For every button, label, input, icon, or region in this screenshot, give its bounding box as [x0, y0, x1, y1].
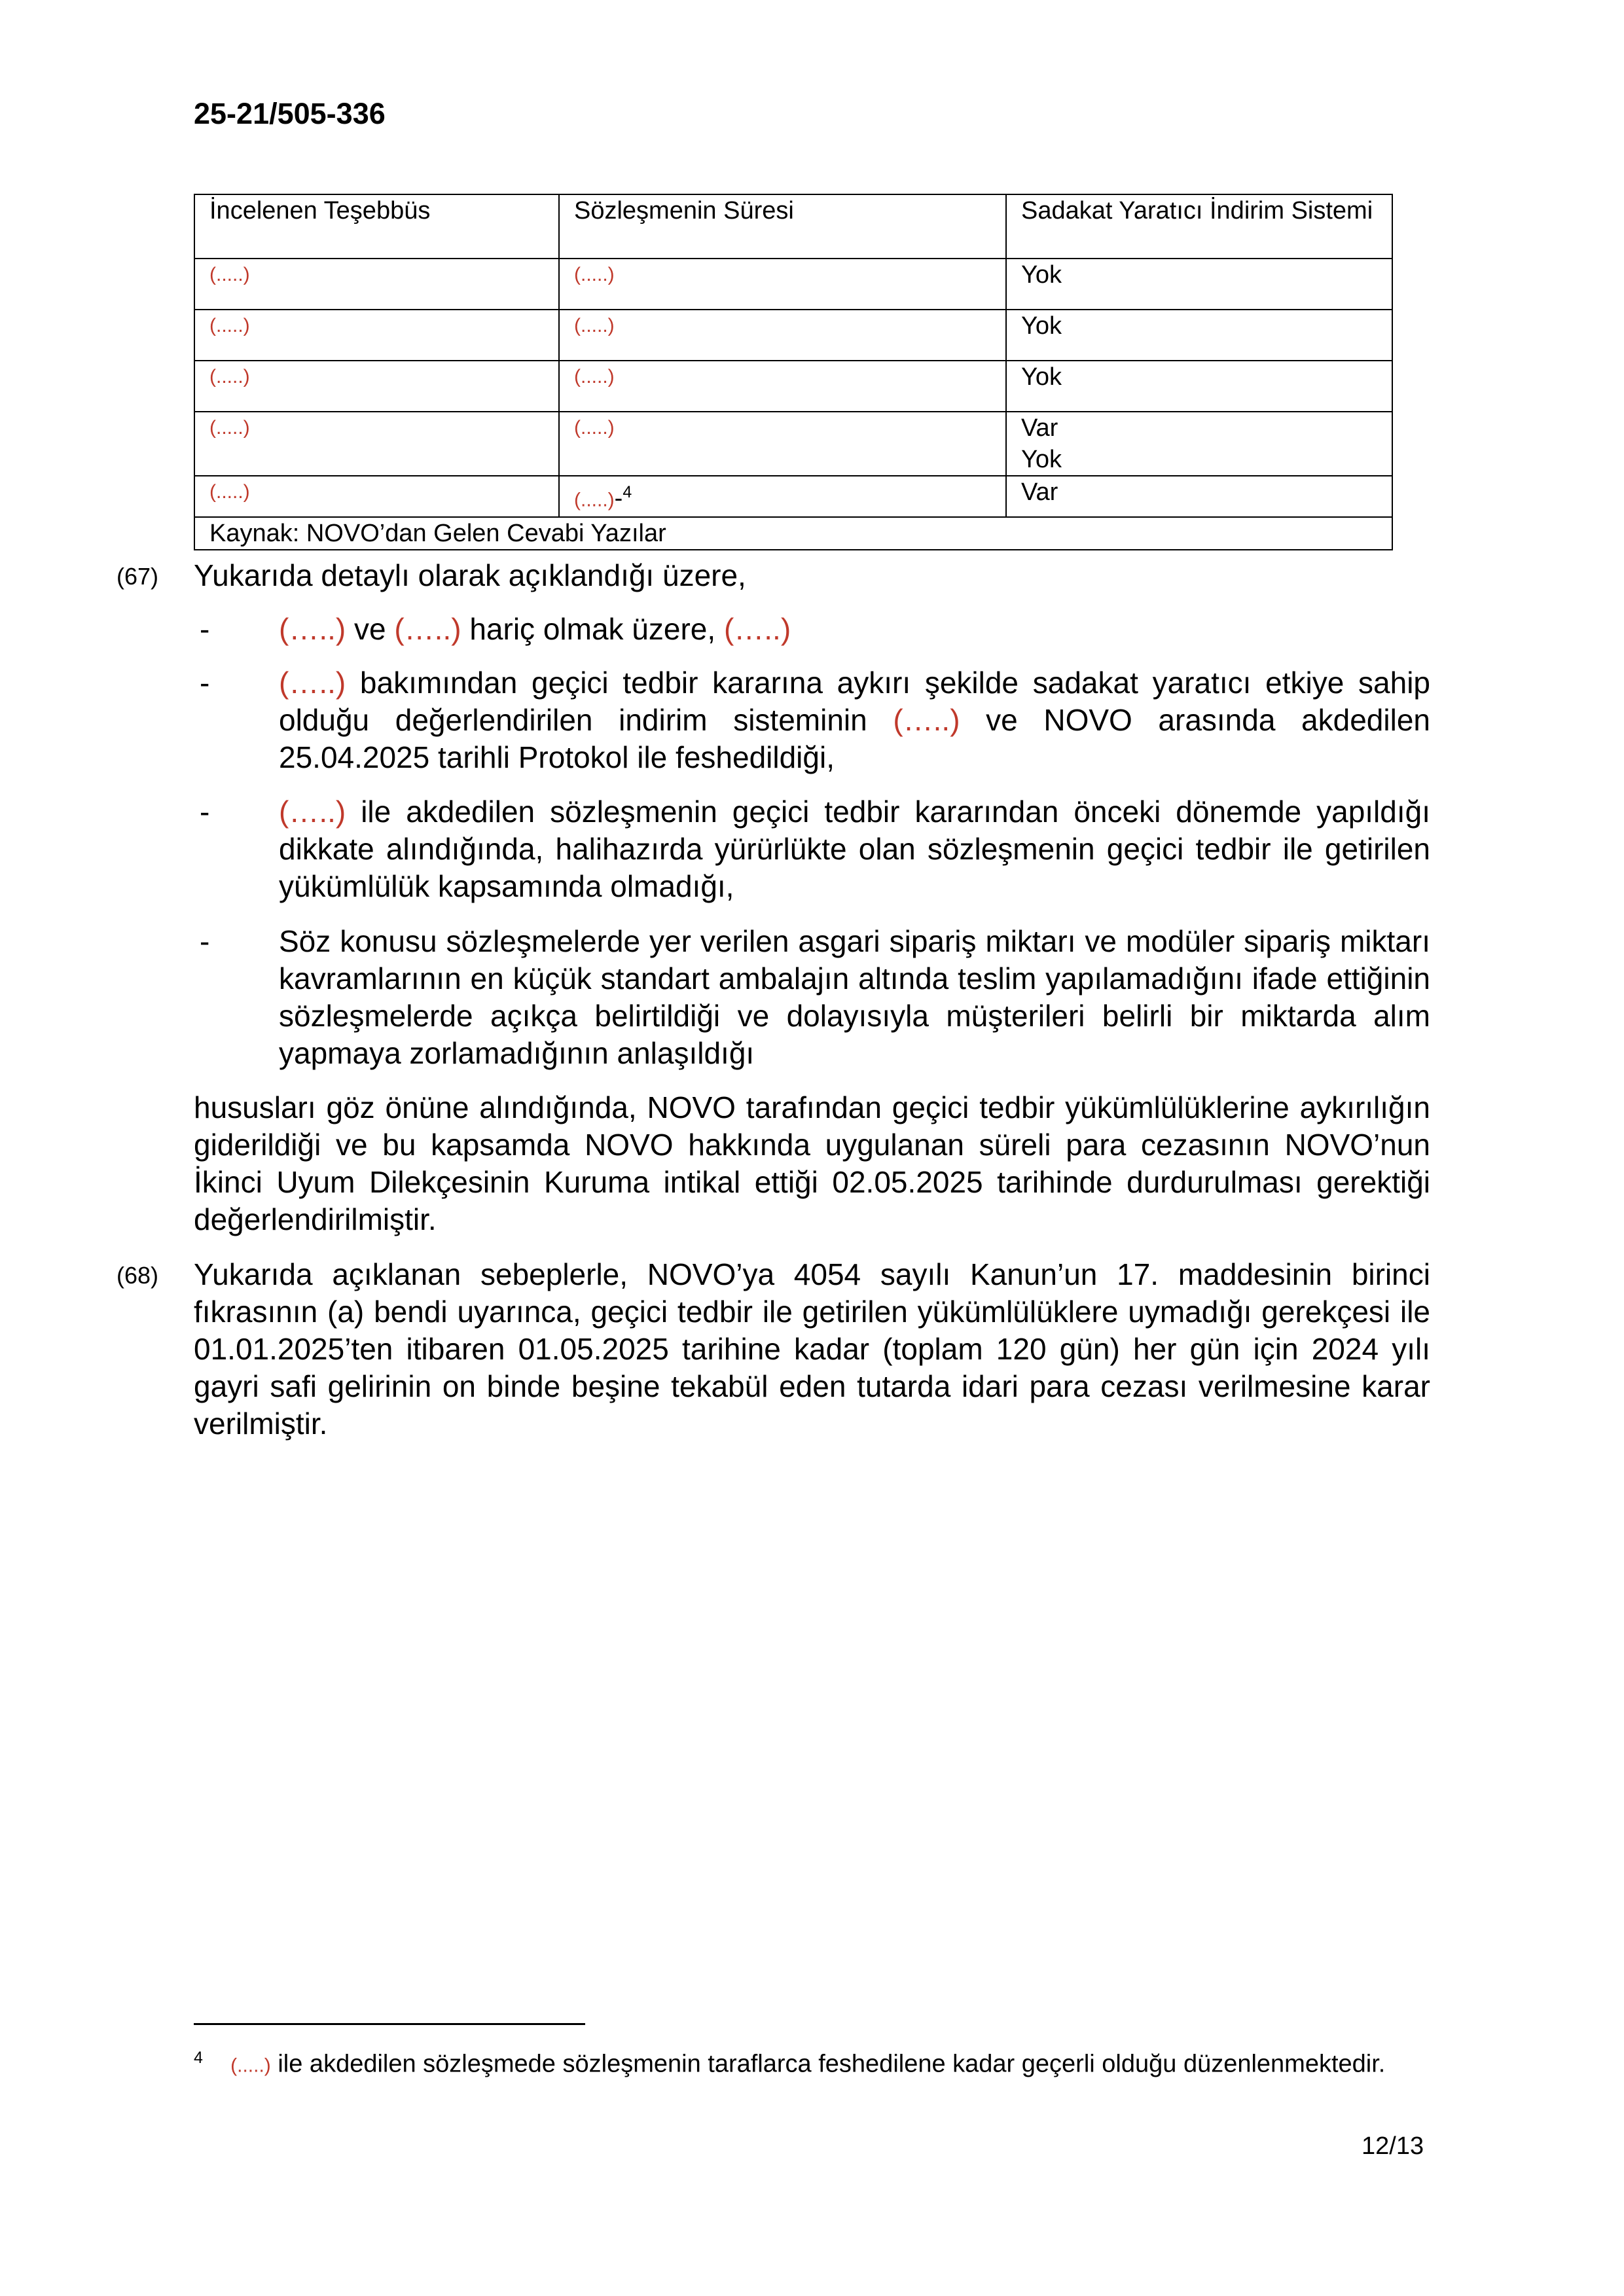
undertaking-cell: (.....)	[194, 476, 559, 517]
paragraph-67-conclusion: hususları göz önüne alındığında, NOVO tarafından geçici tedbir yükümlülüklerine aykırılığın giderildiği ve bu kapsamda NOVO hakkında uygulanan süreli para cezasının NOVO’nun İkinci Uyum Dilekçesinin Kuruma intikal ettiği 02.05.2025 tarihinde durdurulması gerektiği değerlendirilmiştir.	[194, 1090, 1430, 1236]
redacted-text: (…..)	[893, 703, 960, 737]
duration-suffix: -	[614, 484, 623, 512]
document-number: 25-21/505-336	[194, 97, 386, 130]
footnote	[194, 2042, 1430, 2082]
undertaking-cell: (.....)	[194, 310, 559, 361]
duration-cell: (.....)	[559, 361, 1006, 412]
bullet-dash: -	[200, 924, 210, 958]
bullet-item-3	[279, 793, 1430, 905]
redacted-text: (…..)	[279, 795, 346, 829]
table-row	[194, 476, 1392, 517]
table-header-row	[194, 194, 1392, 259]
table-source-row	[194, 517, 1392, 550]
bullet-text: ile akdedilen sözleşmenin geçici tedbir kararından önceki dönemde yapıldığı dikkate alındığında, halihazırda yürürlükte olan sözleşmenin geçici tedbir ile getirilen yükümlülük kapsamında olmadığı,	[279, 795, 1430, 903]
undertakings-table	[194, 194, 1393, 550]
footnote-divider	[194, 2023, 585, 2025]
table-row	[194, 412, 1392, 476]
loyalty-cell: Var	[1006, 476, 1392, 517]
page-number: 12/13	[1362, 2132, 1424, 2160]
duration-cell: (.....)	[559, 259, 1006, 310]
bullet-dash: -	[200, 666, 210, 700]
bullet-dash: -	[200, 795, 210, 829]
loyalty-cell: Yok	[1006, 310, 1392, 361]
loyalty-cell: Yok	[1006, 259, 1392, 310]
paragraph-68: Yukarıda açıklanan sebeplerle, NOVO’ya 4054 sayılı Kanun’un 17. maddesinin birinci fıkrasının (a) bendi uyarınca, geçici tedbir ile getirilen yükümlülüklere uymadığı gerekçesi ile 01.01.2025’ten itibaren 01.05.2025 tarihine kadar (toplam 120 gün) her gün için 2024 yılı gayri safi gelirinin on binde beşine tekabül eden tutarda idari para cezası verilmesine karar verilmiştir.	[194, 1257, 1430, 1441]
undertaking-cell: (.....)	[194, 361, 559, 412]
paragraph-number: (67)	[117, 563, 159, 590]
table-source: Kaynak: NOVO’dan Gelen Cevabi Yazılar	[194, 517, 1392, 550]
table-row	[194, 361, 1392, 412]
table-row	[194, 310, 1392, 361]
bullet-text: ve NOVO arasında akdedilen 25.04.2025 tarihli Protokol ile feshedildiği,	[279, 703, 1430, 774]
duration-cell	[559, 476, 1006, 517]
bullet-text: bakımından geçici tedbir kararına aykırı şekilde sadakat yaratıcı etkiye sahip olduğu değerlendirilen indirim sisteminin	[279, 666, 1430, 737]
footnote-marker: 4	[194, 2049, 203, 2067]
paragraph-67-intro: Yukarıda detaylı olarak açıklandığı üzere,	[194, 558, 746, 592]
bullet-item-4: Söz konusu sözleşmelerde yer verilen asgari sipariş miktarı ve modüler sipariş miktarı kavramlarının en küçük standart ambalajın altında teslim yapılamadığını ifade ettiğinin sözleşmelerde açıkça belirtildiği ve dolayısıyla müşterileri belirli bir miktarda alım yapmaya zorlamadığının anlaşıldığı	[279, 924, 1430, 1070]
bullet-item-1	[279, 611, 1430, 648]
redacted-text: (…..)	[723, 612, 791, 646]
footnote-ref: 4	[623, 483, 632, 501]
redacted-text: (…..)	[279, 612, 346, 646]
footnote-text: ile akdedilen sözleşmede sözleşmenin taraflarca feshedilene kadar geçerli olduğu düzenlenmektedir.	[270, 2050, 1386, 2078]
bullet-dash: -	[200, 612, 210, 646]
header-duration: Sözleşmenin Süresi	[559, 194, 1006, 259]
redacted-text: (.....)	[574, 489, 615, 511]
redacted-text: (…..)	[394, 612, 461, 646]
redacted-text: (…..)	[279, 666, 346, 700]
undertaking-cell: (.....)	[194, 259, 559, 310]
bullet-item-2	[279, 664, 1430, 776]
loyalty-cell: Yok	[1006, 361, 1392, 412]
paragraph-number: (68)	[117, 1262, 159, 1289]
duration-cell: (.....)	[559, 412, 1006, 476]
bullet-text: hariç olmak üzere,	[461, 612, 724, 646]
header-undertaking: İncelenen Teşebbüs	[194, 194, 559, 259]
header-loyalty-discount: Sadakat Yaratıcı İndirim Sistemi	[1006, 194, 1392, 259]
redacted-text: (.....)	[230, 2054, 271, 2077]
duration-cell: (.....)	[559, 310, 1006, 361]
loyalty-cell: Var Yok	[1006, 412, 1392, 476]
bullet-text: ve	[346, 612, 395, 646]
table-row	[194, 259, 1392, 310]
undertaking-cell: (.....)	[194, 412, 559, 476]
